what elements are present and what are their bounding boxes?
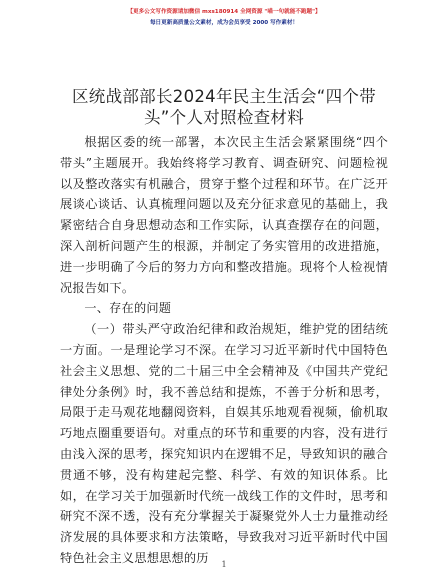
- intro-paragraph: 根据区委的统一部署，本次民主生活会紧紧围绕“四个带头”主题展开。我始终将学习教育、调查研究、问题检视以及整改落实有机融合，贯穿于整个过程和环节。在广泛开展谈心谈话、认真梳理问题以及充分征求意见的基础上，我紧密结合自身思想动态和工作实际，认真查摆存在的问题，深入剖析问题产生的根源，并制定了务实管用的改进措施，进一步明确了今后的努力方向和整改措施。现将个人检视情况报告如下。: [60, 135, 388, 295]
- section-1-paragraph: （一）带头严守政治纪律和政治规矩，维护党的团结统一方面。一是理论学习不深。在学习习近平新时代中国特色社会主义思想、党的二十届三中全会精神及《中国共产党纪律处分条例》时，我不善总结和提炼，不善于分析和思考，局限于走马观花地翻阅资料，自娱其乐地观看视频，偷机取巧地点圈重要语句。对重点的环节和重要的内容，没有进行由浅入深的思考，探究知识内在逻辑不足，导致知识的融合贯通不够，没有构建起完整、科学、有效的知识体系。比如，在学习关于加强新时代统一战线工作的文件时，思考和研究不深不透，没有充分掌握关于凝聚党外人士力量推动经济发展的具体要求和方法策略，导致我对习近平新时代中国特色社会主义思想思想的历: [60, 322, 388, 565]
- document-title: [60, 86, 388, 128]
- section-heading: 一、存在的问题: [84, 301, 172, 316]
- promo-banner-line-1: 【更多公文写作资源请加微信 mxs180914 全网资源 "喵一句就能不跑题"】: [127, 9, 321, 15]
- promo-banner-line-2: 每日更新高质量公文素材，成为会员享受 2000 写作素材！: [149, 20, 299, 26]
- document-body: [60, 132, 388, 569]
- document-title-line-1: 区统战部部长2024年民主生活会“四个带: [71, 87, 377, 106]
- page-number: 1: [221, 560, 227, 569]
- document-title-line-2: 头”个人对照检查材料: [143, 108, 305, 127]
